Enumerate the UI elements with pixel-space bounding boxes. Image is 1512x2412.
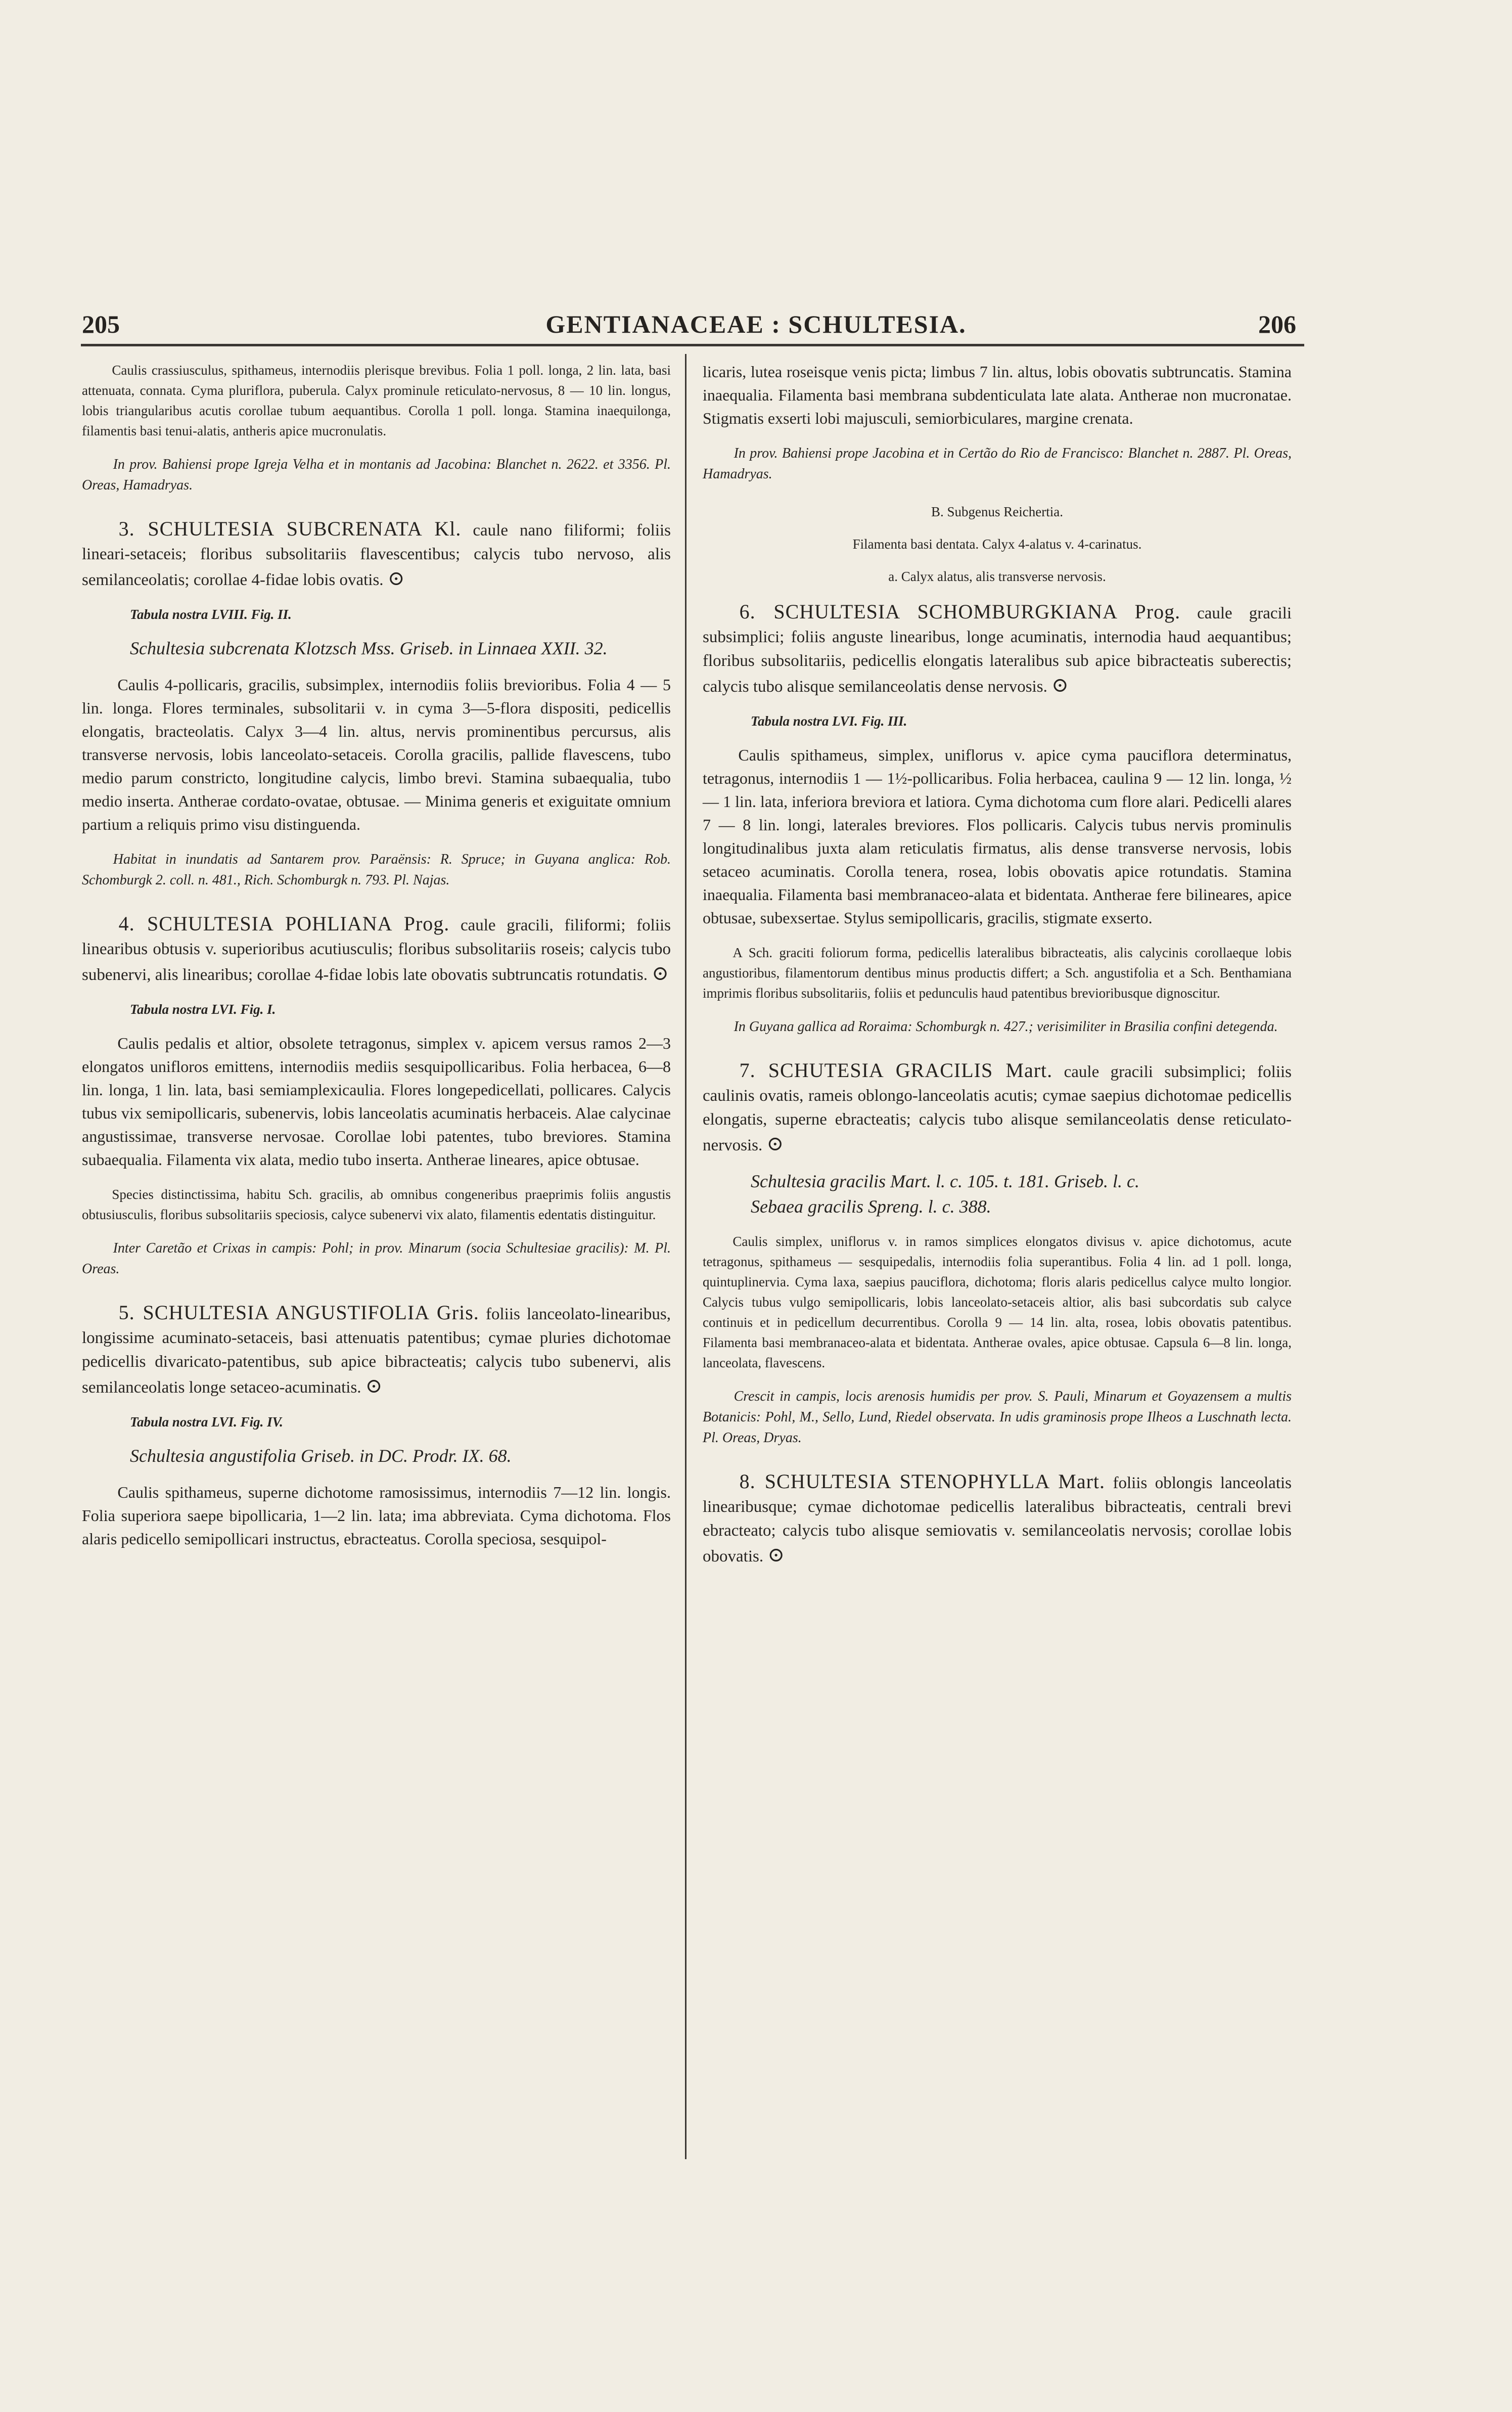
species-title: 4. SCHULTESIA POHLIANA Prog. — [118, 912, 450, 935]
species-6 — [703, 600, 1292, 699]
synonym: Schultesia gracilis Mart. l. c. 105. t. 181. Griseb. l. c. — [751, 1171, 1139, 1191]
species-title: 5. SCHULTESIA ANGUSTIFOLIA Gris. — [118, 1301, 479, 1324]
annual-symbol: ⊙ — [652, 962, 669, 985]
habitat: In Guyana gallica ad Roraima: Schomburgk n. 427.; verisimiliter in Brasilia confini detegenda. — [734, 1019, 1278, 1035]
synonym: Schultesia subcrenata Klotzsch Mss. Griseb. in Linnaea XXII. 32. — [130, 638, 608, 658]
habitat: Crescit in campis, locis arenosis humidis per prov. S. Pauli, Minarum et Goyazensem a multis Botanicis: Pohl, M., Sello, Lund, Riedel observata. In udis graminosis prope Ilheos a Luschnath lecta. Pl. Oreas, Dryas. — [703, 1389, 1292, 1446]
habitat: In prov. Bahiensi prope Igreja Velha et in montanis ad Jacobina: Blanchet n. 2622. et 3356. Pl. Oreas, Hamadryas. — [82, 457, 671, 493]
species-7 — [703, 1058, 1292, 1157]
section-heading: a. Calyx alatus, alis transverse nervosis. — [888, 569, 1106, 584]
description: Caulis 4-pollicaris, gracilis, subsimplex, internodiis foliis brevioribus. Folia 4 — 5 lin. longa. Flores terminales, subsolitarii v. in cyma 3—5-flora dispositi, pedicellis elongatis, bracteolatis. Calyx 3—4 lin. altus, nervis prominentibus percursus, alis transverse nervosis, lobis lanceolato-setaceis. Corolla gracilis, pallide flavescens, tubo medio parum constricto, longitudine calycis, limbo brevi. Stamina subaequalia, tubo medio inserta. Antherae cordato-ovatae, obtusae. — Minima generis et exiguitate omnium partium a reliquis primo visu distinguenda. — [82, 676, 671, 833]
page-number-left: 205 — [82, 310, 120, 338]
species-title: 7. SCHUTESIA GRACILIS Mart. — [739, 1059, 1053, 1082]
subgenus-description: Filamenta basi dentata. Calyx 4-alatus v. 4-carinatus. — [852, 537, 1142, 552]
page-number-right: 206 — [1258, 310, 1296, 338]
synonym: Sebaea gracilis Spreng. l. c. 388. — [751, 1196, 991, 1217]
habitat: In prov. Bahiensi prope Jacobina et in Certão do Rio de Francisco: Blanchet n. 2887. Pl. Oreas, Hamadryas. — [703, 445, 1292, 482]
description: Caulis simplex, uniflorus v. in ramos simplices elongatos divisus v. apice dichotomus, acute tetragonus, spithameus — sesquipedalis, internodiis folia superantibus. Folia 4 lin. ad 1 poll. longa, quintuplinervia. Cyma laxa, saepius pauciflora, dichotoma; floris alaris pedicellus calyce multo longior. Calycis tubus vulgo semipollicaris, lobis lanceolato-setaceis altior, alis basi subcordatis sub calyce continuis et in pedicellum decurrentibus. Corolla 9 — 14 lin. alta, rosea, lobis obovatis patentibus. Filamenta basi membranaceo-alata et bidentata. Antherae ovales, apice obtusae. Capsula 6—8 lin. longa, lanceolata, flavescens. — [703, 1234, 1292, 1370]
header-rule — [81, 344, 1304, 346]
running-title: GENTIANACEAE : SCHULTESIA. — [545, 310, 967, 338]
description: Caulis spithameus, superne dichotome ramosissimus, internodiis 7—12 lin. longis. Folia superiora saepe bipollicaria, 1—2 lin. lata; ima abbreviata. Cyma dichotoma. Flos alaris pedicello semipollicari instructus, ebracteatus. Corolla speciosa, sesquipol- — [82, 1483, 671, 1548]
diagnosis: caule gracili subsimplici; foliis caulinis ovatis, rameis oblongo-lanceolatis acutis; cymae saepius dichotomae pedicellis elongatis, superne ebracteatis; calycis tubo alisque semilanceolatis dense reticulato-nervosis. — [703, 1063, 1292, 1154]
column-divider — [685, 354, 686, 2159]
subgenus-heading: B. Subgenus Reichertia. — [931, 504, 1063, 519]
synonym: Schultesia angustifolia Griseb. in DC. Prodr. IX. 68. — [130, 1446, 512, 1466]
plate-reference: Tabula nostra LVI. Fig. III. — [751, 713, 907, 729]
species-4 — [82, 912, 671, 987]
diagnosis: foliis oblongis lanceolatis linearibusque; cymae dichotomae pedicellis lateralibus bibracteatis, centrali brevi ebracteato; calycis tubo alisque semiovatis v. semilanceolatis nervosis; corollae lobis obovatis. — [703, 1474, 1292, 1566]
annual-symbol: ⊙ — [766, 1132, 784, 1155]
habitat: Inter Caretão et Crixas in campis: Pohl; in prov. Minarum (socia Schultesiae gracilis): M. Pl. Oreas. — [82, 1240, 671, 1277]
description: Caulis pedalis et altior, obsolete tetragonus, simplex v. apicem versus ramos 2—3 elongatos unifloros emittens, internodiis mediis sesquipollicaribus. Folia herbacea, 6—8 lin. longa, 1 lin. lata, basi semiamplexicaulia. Flores longepedicellati, pollicares. Calycis tubus vix semipollicaris, subenervis, lobis lanceolatis acuminatis herbaceis. Alae calycinae angustissimae, transverse nervosae. Corollae lobi patentes, tubo breviores. Stamina subaequalia. Filamenta vix alata, medio tubo inserta. Antherae lineares, apice obtusae. — [82, 1034, 671, 1169]
species-title: 3. SCHULTESIA SUBCRENATA Kl. — [118, 517, 462, 540]
species-3 — [82, 517, 671, 592]
plate-reference: Tabula nostra LVI. Fig. I. — [130, 1002, 276, 1017]
diagnosis: caule gracili, filiformi; foliis linearibus obtusis v. superioribus acutiusculis; floribus subsolitariis roseis; calycis tubo subenervi, alis linearibus; corollae 4-fidae lobis late obovatis subtruncatis rotundatis. — [82, 916, 671, 984]
diagnosis: caule nano filiformi; foliis lineari-setaceis; floribus subsolitariis flavescentibus; calycis tubo nervoso, alis semilanceolatis; corollae 4-fidae lobis ovatis. — [82, 521, 671, 589]
diagnosis: foliis lanceolato-linearibus, longissime acuminato-setaceis, basi attenuatis patentibus; cymae pluries dichotomae pedicellis divaricato-patentibus, sub apice bibracteatis; calycis tubo subenervi, alis semilanceolatis longe setaceo-acuminatis. — [82, 1305, 671, 1397]
plate-reference: Tabula nostra LVIII. Fig. II. — [130, 607, 292, 622]
species-5 — [82, 1301, 671, 1400]
annual-symbol: ⊙ — [767, 1543, 785, 1566]
page-header — [0, 309, 1512, 342]
annual-symbol: ⊙ — [365, 1374, 383, 1397]
paragraph: Caulis crassiusculus, spithameus, internodiis plerisque brevibus. Folia 1 poll. longa, 2 lin. lata, basi attenuata, connata. Cyma pluriflora, puberula. Calyx prominule reticulato-nervosus, 8 — 10 lin. longus, lobis triangularibus acutis corollae tubum aequantibus. Corolla 1 poll. longa. Stamina inaequilonga, filamentis basi tenui-alatis, antheris apice mucronulatis. — [82, 363, 671, 438]
species-title: 6. SCHULTESIA SCHOMBURGKIANA Prog. — [739, 600, 1181, 623]
left-column — [82, 360, 671, 1564]
annual-symbol: ⊙ — [387, 567, 405, 590]
annual-symbol: ⊙ — [1051, 674, 1069, 696]
paragraph: licaris, lutea roseisque venis picta; limbus 7 lin. altus, lobis obovatis subtruncatis. Stamina inaequalia. Filamenta basi membrana subdenticulata late alata. Antherae non mucronatae. Stigmatis exserti lobi majusculi, semiorbiculares, margine crenata. — [703, 363, 1292, 427]
plate-reference: Tabula nostra LVI. Fig. IV. — [130, 1414, 283, 1430]
right-column — [703, 360, 1292, 1581]
habitat: Habitat in inundatis ad Santarem prov. Paraënsis: R. Spruce; in Guyana anglica: Rob. Schomburgk 2. coll. n. 481., Rich. Schomburgk n. 793. Pl. Najas. — [82, 852, 671, 888]
diagnosis: caule gracili subsimplici; foliis anguste linearibus, longe acuminatis, internodia haud aequantibus; floribus subsolitariis, pedicellis elongatis lateralibus sub apice bibracteatis suberectis; calycis tubo alisque semilanceolatis dense nervosis. — [703, 604, 1292, 696]
note: A Sch. graciti foliorum forma, pedicellis lateralibus bibracteatis, alis calycinis corollaeque lobis angustioribus, filamentorum dentibus minus productis differt; a Sch. angustifolia et a Sch. Benthamiana imprimis floribus subsolitariis, foliis et pedunculis haud patentibus brevioribusque dignoscitur. — [703, 945, 1292, 1001]
note: Species distinctissima, habitu Sch. gracilis, ab omnibus congeneribus praeprimis foliis angustis obtusiusculis, floribus subsolitariis speciosis, calyce subenervi vix alato, filamentis edentatis distinguitur. — [82, 1187, 671, 1222]
species-8 — [703, 1469, 1292, 1569]
species-title: 8. SCHULTESIA STENOPHYLLA Mart. — [739, 1470, 1105, 1493]
description: Caulis spithameus, simplex, uniflorus v. apice cyma pauciflora determinatus, tetragonus, internodiis 1 — 1½-pollicaribus. Folia herbacea, caulina 9 — 12 lin. longa, ½ — 1 lin. lata, inferiora breviora et latiora. Cyma dichotoma cum flore alari. Pedicelli alares 7 — 8 lin. longi, laterales breviores. Flos pollicaris. Calycis tubus nervis prominulis longitudinalibus juxta alam reticulatis firmatus, alis dense transverse nervosis, lobis setaceo acuminatis. Corolla tenera, rosea, lobis obovatis apice rotundatis. Stamina inaequalia. Filamenta basi membranaceo-alata et bidentata. Antherae fere bilineares, apice obtusae, subexsertae. Stylus semipollicaris, gracilis, stigmate exserto. — [703, 746, 1292, 927]
